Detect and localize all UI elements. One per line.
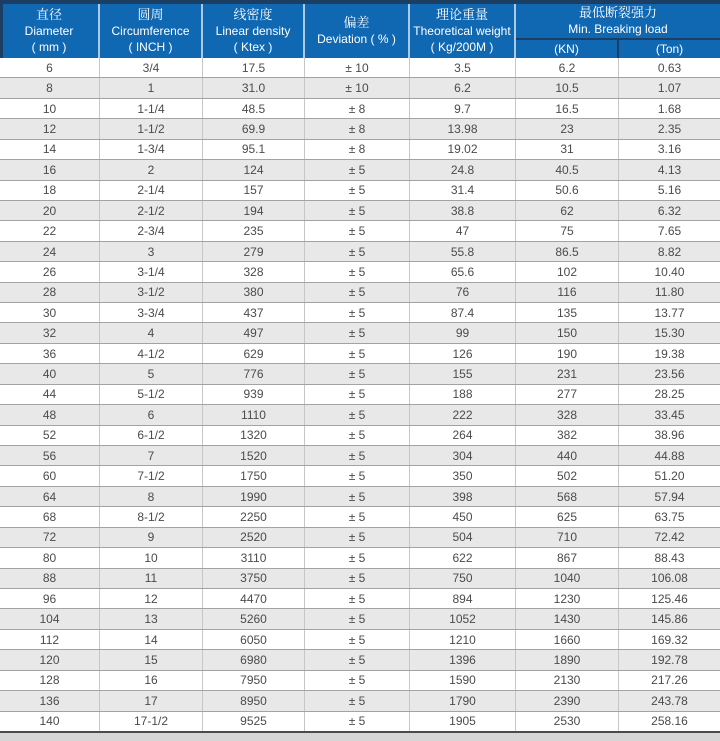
table-cell: 2130 — [516, 671, 619, 690]
table-cell: 398 — [410, 487, 516, 506]
table-row — [0, 630, 720, 650]
table-cell: 22 — [0, 221, 100, 240]
table-cell: 126 — [410, 344, 516, 363]
table-cell: 304 — [410, 446, 516, 465]
table-cell: 7950 — [203, 671, 305, 690]
table-cell: 17.5 — [203, 58, 305, 77]
table-cell: ± 5 — [305, 262, 410, 281]
header-theoretical-weight-zh: 理论重量 — [435, 7, 488, 22]
header-left-border — [0, 0, 3, 58]
table-cell: 5-1/2 — [100, 385, 203, 404]
table-cell: 23 — [516, 119, 619, 138]
table-cell: 157 — [203, 181, 305, 200]
table-cell: 28 — [0, 283, 100, 302]
table-cell: ± 5 — [305, 507, 410, 526]
table-cell: 47 — [410, 221, 516, 240]
table-cell: 2-3/4 — [100, 221, 203, 240]
table-cell: 10.40 — [654, 264, 685, 279]
table-cell: 14 — [0, 140, 100, 159]
table-cell: 24.8 — [410, 160, 516, 179]
table-cell: 38.8 — [410, 201, 516, 220]
header-breaking-load-units — [516, 38, 720, 58]
table-cell: ± 5 — [305, 691, 410, 710]
table-cell: ± 5 — [305, 466, 410, 485]
table-cell: 28.25 — [654, 387, 685, 402]
table-cell: ± 5 — [305, 528, 410, 547]
table-cell: ± 5 — [305, 364, 410, 383]
table-row — [0, 487, 720, 507]
table-cell: 450 — [410, 507, 516, 526]
table-cell: 76 — [410, 283, 516, 302]
table-header — [0, 4, 720, 58]
table-cell: 939 — [203, 385, 305, 404]
table-cell: 8.82 — [657, 244, 682, 259]
table-cell: 80 — [0, 548, 100, 567]
table-cell: ± 10 — [305, 58, 410, 77]
table-cell: 222 — [410, 405, 516, 424]
table-row — [0, 589, 720, 609]
table-row — [0, 262, 720, 282]
table-cell: 106.08 — [651, 571, 688, 586]
table-cell: 86.5 — [516, 242, 619, 261]
table-row — [0, 78, 720, 98]
table-cell: 8 — [0, 78, 100, 97]
table-cell: 9525 — [203, 712, 305, 731]
table-cell: 44 — [0, 385, 100, 404]
table-cell: 11 — [100, 569, 203, 588]
table-cell: 264 — [410, 426, 516, 445]
table-cell: ± 5 — [305, 548, 410, 567]
table-cell: 15.30 — [654, 326, 685, 341]
header-diameter-unit: ( mm ) — [31, 40, 67, 54]
table-cell: 125.46 — [651, 591, 688, 606]
table-cell: 1230 — [516, 589, 619, 608]
table-cell: 16.5 — [516, 99, 619, 118]
table-row — [0, 569, 720, 589]
table-cell: ± 5 — [305, 201, 410, 220]
table-cell: 2.35 — [657, 121, 682, 136]
table-cell: ± 5 — [305, 446, 410, 465]
table-cell: 440 — [516, 446, 619, 465]
table-row — [0, 466, 720, 486]
table-cell: 69.9 — [203, 119, 305, 138]
table-cell: 3.16 — [657, 142, 682, 157]
header-theoretical-weight — [410, 4, 516, 58]
table-cell: 96 — [0, 589, 100, 608]
table-cell: 104 — [0, 609, 100, 628]
table-cell: 3-1/4 — [100, 262, 203, 281]
table-cell: 1-1/4 — [100, 99, 203, 118]
table-cell: 19.38 — [654, 346, 685, 361]
table-cell: 710 — [516, 528, 619, 547]
table-cell: ± 5 — [305, 630, 410, 649]
table-cell: 13.77 — [654, 305, 685, 320]
table-cell: 48 — [0, 405, 100, 424]
table-cell: 2-1/4 — [100, 181, 203, 200]
table-cell: ± 5 — [305, 405, 410, 424]
table-cell: 16 — [100, 671, 203, 690]
table-cell: 63.75 — [654, 509, 685, 524]
table-cell: 1430 — [516, 609, 619, 628]
table-row — [0, 671, 720, 691]
table-cell: 124 — [203, 160, 305, 179]
table-row — [0, 507, 720, 527]
table-cell: 135 — [516, 303, 619, 322]
table-cell: 188 — [410, 385, 516, 404]
table-cell: ± 5 — [305, 181, 410, 200]
table-cell: 1-3/4 — [100, 140, 203, 159]
table-cell: 64 — [0, 487, 100, 506]
table-cell: 6980 — [203, 650, 305, 669]
table-cell: 4.13 — [657, 162, 682, 177]
table-cell: 1520 — [203, 446, 305, 465]
header-circumference-en: Circumference — [111, 24, 190, 38]
table-cell: 1396 — [410, 650, 516, 669]
header-kn: (KN) — [516, 40, 619, 58]
table-cell: 1-1/2 — [100, 119, 203, 138]
table-cell: 88 — [0, 569, 100, 588]
header-diameter — [0, 4, 100, 58]
table-cell: 4-1/2 — [100, 344, 203, 363]
table-cell: 3-1/2 — [100, 283, 203, 302]
table-cell: 72.42 — [654, 530, 685, 545]
table-cell: 10 — [0, 99, 100, 118]
table-cell: 12 — [0, 119, 100, 138]
table-cell: 1750 — [203, 466, 305, 485]
table-cell: 36 — [0, 344, 100, 363]
table-cell: 328 — [203, 262, 305, 281]
table-cell: 18 — [0, 181, 100, 200]
table-cell: 6 — [0, 58, 100, 77]
table-row — [0, 650, 720, 670]
table-cell: 40.5 — [516, 160, 619, 179]
table-cell: ± 8 — [305, 99, 410, 118]
table-cell: 12 — [100, 589, 203, 608]
table-cell: 17 — [100, 691, 203, 710]
table-cell: 568 — [516, 487, 619, 506]
table-cell: ± 8 — [305, 119, 410, 138]
table-cell: 62 — [516, 201, 619, 220]
table-cell: 382 — [516, 426, 619, 445]
table-cell: 11.80 — [654, 285, 685, 300]
table-cell: 190 — [516, 344, 619, 363]
table-cell: 750 — [410, 569, 516, 588]
header-breaking-load-en: Min. Breaking load — [568, 22, 668, 36]
table-cell: 140 — [0, 712, 100, 731]
table-cell: ± 5 — [305, 569, 410, 588]
table-cell: ± 5 — [305, 323, 410, 342]
table-cell: 1590 — [410, 671, 516, 690]
table-cell: 6.32 — [657, 203, 682, 218]
table-cell: 1660 — [516, 630, 619, 649]
table-cell: 2 — [100, 160, 203, 179]
table-row — [0, 119, 720, 139]
table-cell: ± 5 — [305, 344, 410, 363]
table-cell: 6-1/2 — [100, 426, 203, 445]
table-cell: 65.6 — [410, 262, 516, 281]
table-bottom-strip — [0, 731, 720, 741]
table-cell: 3750 — [203, 569, 305, 588]
table-cell: 235 — [203, 221, 305, 240]
table-cell: 1905 — [410, 712, 516, 731]
table-cell: ± 5 — [305, 303, 410, 322]
table-cell: ± 5 — [305, 650, 410, 669]
table-body — [0, 58, 720, 731]
table-cell: 3.5 — [410, 58, 516, 77]
table-cell: 6050 — [203, 630, 305, 649]
table-cell: 14 — [100, 630, 203, 649]
table-cell: 87.4 — [410, 303, 516, 322]
table-row — [0, 303, 720, 323]
table-cell: 502 — [516, 466, 619, 485]
table-cell: ± 10 — [305, 78, 410, 97]
table-cell: 26 — [0, 262, 100, 281]
table-cell: 7-1/2 — [100, 466, 203, 485]
table-cell: 3/4 — [100, 58, 203, 77]
table-cell: 380 — [203, 283, 305, 302]
table-cell: 60 — [0, 466, 100, 485]
table-row — [0, 548, 720, 568]
header-circumference — [100, 4, 203, 58]
table-row — [0, 405, 720, 425]
table-cell: 1052 — [410, 609, 516, 628]
header-breaking-load-group — [516, 4, 720, 58]
header-diameter-en: Diameter — [24, 24, 74, 38]
table-cell: 504 — [410, 528, 516, 547]
table-cell: ± 5 — [305, 589, 410, 608]
table-cell: 31 — [516, 140, 619, 159]
table-cell: 1 — [100, 78, 203, 97]
table-cell: 20 — [0, 201, 100, 220]
header-theoretical-weight-en: Theoretical weight — [413, 24, 511, 38]
table-cell: 13.98 — [410, 119, 516, 138]
table-cell: 328 — [516, 405, 619, 424]
table-row — [0, 221, 720, 241]
header-circumference-unit: ( INCH ) — [128, 40, 173, 54]
table-cell: ± 5 — [305, 385, 410, 404]
table-cell: 2530 — [516, 712, 619, 731]
table-cell: 15 — [100, 650, 203, 669]
table-cell: 56 — [0, 446, 100, 465]
table-cell: 24 — [0, 242, 100, 261]
table-cell: 10.5 — [516, 78, 619, 97]
table-cell: 6.2 — [516, 58, 619, 77]
table-cell: 33.45 — [654, 407, 685, 422]
table-cell: 4470 — [203, 589, 305, 608]
table-cell: ± 5 — [305, 426, 410, 445]
table-cell: 1110 — [203, 405, 305, 424]
table-cell: ± 5 — [305, 487, 410, 506]
table-cell: 120 — [0, 650, 100, 669]
table-cell: 102 — [516, 262, 619, 281]
table-cell: 55.8 — [410, 242, 516, 261]
table-cell: 10 — [100, 548, 203, 567]
table-cell: 625 — [516, 507, 619, 526]
table-cell: 1890 — [516, 650, 619, 669]
table-cell: ± 5 — [305, 221, 410, 240]
header-linear-density-unit: ( Ktex ) — [233, 40, 273, 54]
table-cell: 155 — [410, 364, 516, 383]
table-cell: 57.94 — [654, 489, 685, 504]
table-cell: 4 — [100, 323, 203, 342]
table-cell: 23.56 — [654, 367, 685, 382]
table-cell: ± 5 — [305, 671, 410, 690]
table-cell: 75 — [516, 221, 619, 240]
header-deviation — [305, 4, 410, 58]
table-cell: 1210 — [410, 630, 516, 649]
table-cell: 192.78 — [651, 652, 688, 667]
table-cell: 99 — [410, 323, 516, 342]
table-cell: 112 — [0, 630, 100, 649]
table-cell: 2250 — [203, 507, 305, 526]
header-deviation-zh: 偏差 — [343, 15, 370, 30]
table-cell: 116 — [516, 283, 619, 302]
table-cell: ± 5 — [305, 609, 410, 628]
table-cell: 1.07 — [657, 81, 682, 96]
table-cell: 5260 — [203, 609, 305, 628]
table-cell: 16 — [0, 160, 100, 179]
table-cell: 8-1/2 — [100, 507, 203, 526]
table-cell: 217.26 — [651, 673, 688, 688]
table-cell: 277 — [516, 385, 619, 404]
table-cell: 13 — [100, 609, 203, 628]
table-cell: 1790 — [410, 691, 516, 710]
table-row — [0, 364, 720, 384]
table-cell: 40 — [0, 364, 100, 383]
table-cell: 150 — [516, 323, 619, 342]
table-cell: ± 5 — [305, 160, 410, 179]
table-cell: 1320 — [203, 426, 305, 445]
table-cell: 258.16 — [651, 714, 688, 729]
table-cell: 52 — [0, 426, 100, 445]
table-cell: 0.63 — [657, 60, 682, 75]
table-cell: 3-3/4 — [100, 303, 203, 322]
table-cell: 32 — [0, 323, 100, 342]
table-cell: 350 — [410, 466, 516, 485]
table-cell: 894 — [410, 589, 516, 608]
table-cell: 6.2 — [410, 78, 516, 97]
header-linear-density-en: Linear density — [215, 24, 291, 38]
table-cell: 9.7 — [410, 99, 516, 118]
header-linear-density-zh: 线密度 — [233, 7, 273, 22]
header-breaking-load — [516, 4, 720, 38]
table-row — [0, 201, 720, 221]
table-cell: 44.88 — [654, 448, 685, 463]
table-cell: 194 — [203, 201, 305, 220]
table-row — [0, 181, 720, 201]
header-diameter-zh: 直径 — [35, 7, 62, 22]
header-circumference-zh: 圆周 — [137, 7, 164, 22]
table-row — [0, 140, 720, 160]
table-row — [0, 446, 720, 466]
table-cell: 30 — [0, 303, 100, 322]
table-row — [0, 58, 720, 78]
table-row — [0, 283, 720, 303]
table-cell: 68 — [0, 507, 100, 526]
table-cell: ± 5 — [305, 283, 410, 302]
header-linear-density — [203, 4, 305, 58]
table-row — [0, 344, 720, 364]
table-cell: 1990 — [203, 487, 305, 506]
table-cell: 7.65 — [657, 224, 682, 239]
table-cell: 5 — [100, 364, 203, 383]
table-row — [0, 712, 720, 731]
table-cell: 31.0 — [203, 78, 305, 97]
table-cell: 2390 — [516, 691, 619, 710]
table-cell: 1.68 — [657, 101, 682, 116]
table-cell: ± 5 — [305, 242, 410, 261]
table-cell: 867 — [516, 548, 619, 567]
table-cell: 1040 — [516, 569, 619, 588]
table-cell: 231 — [516, 364, 619, 383]
table-cell: 243.78 — [651, 693, 688, 708]
header-deviation-en: Deviation ( % ) — [317, 32, 396, 46]
table-cell: 437 — [203, 303, 305, 322]
table-row — [0, 242, 720, 262]
table-cell: 8950 — [203, 691, 305, 710]
table-cell: 2520 — [203, 528, 305, 547]
table-cell: 51.20 — [654, 469, 685, 484]
table-cell: 776 — [203, 364, 305, 383]
table-cell: 2-1/2 — [100, 201, 203, 220]
table-cell: 19.02 — [410, 140, 516, 159]
header-theoretical-weight-unit: ( Kg/200M ) — [430, 40, 494, 54]
table-cell: 622 — [410, 548, 516, 567]
header-breaking-load-zh: 最低断裂强力 — [578, 5, 657, 20]
table-cell: 629 — [203, 344, 305, 363]
table-cell: 6 — [100, 405, 203, 424]
table-cell: 88.43 — [654, 550, 685, 565]
table-cell: 136 — [0, 691, 100, 710]
table-row — [0, 385, 720, 405]
table-cell: 169.32 — [651, 632, 688, 647]
table-row — [0, 609, 720, 629]
table-cell: 497 — [203, 323, 305, 342]
table-cell: ± 5 — [305, 712, 410, 731]
header-ton: (Ton) — [655, 42, 684, 56]
table-cell: 3 — [100, 242, 203, 261]
table-row — [0, 160, 720, 180]
table-cell: 8 — [100, 487, 203, 506]
table-cell: 145.86 — [651, 612, 688, 627]
table-cell: 3110 — [203, 548, 305, 567]
table-cell: 95.1 — [203, 140, 305, 159]
table-cell: 9 — [100, 528, 203, 547]
table-cell: 7 — [100, 446, 203, 465]
table-cell: 128 — [0, 671, 100, 690]
table-cell: 31.4 — [410, 181, 516, 200]
table-cell: 50.6 — [516, 181, 619, 200]
table-cell: 72 — [0, 528, 100, 547]
table-cell: 38.96 — [654, 428, 685, 443]
table-cell: ± 8 — [305, 140, 410, 159]
table-cell: 5.16 — [657, 183, 682, 198]
table-row — [0, 691, 720, 711]
table-cell: 48.5 — [203, 99, 305, 118]
table-cell: 17-1/2 — [100, 712, 203, 731]
table-row — [0, 426, 720, 446]
table-row — [0, 99, 720, 119]
table-row — [0, 323, 720, 343]
table-row — [0, 528, 720, 548]
table-cell: 279 — [203, 242, 305, 261]
